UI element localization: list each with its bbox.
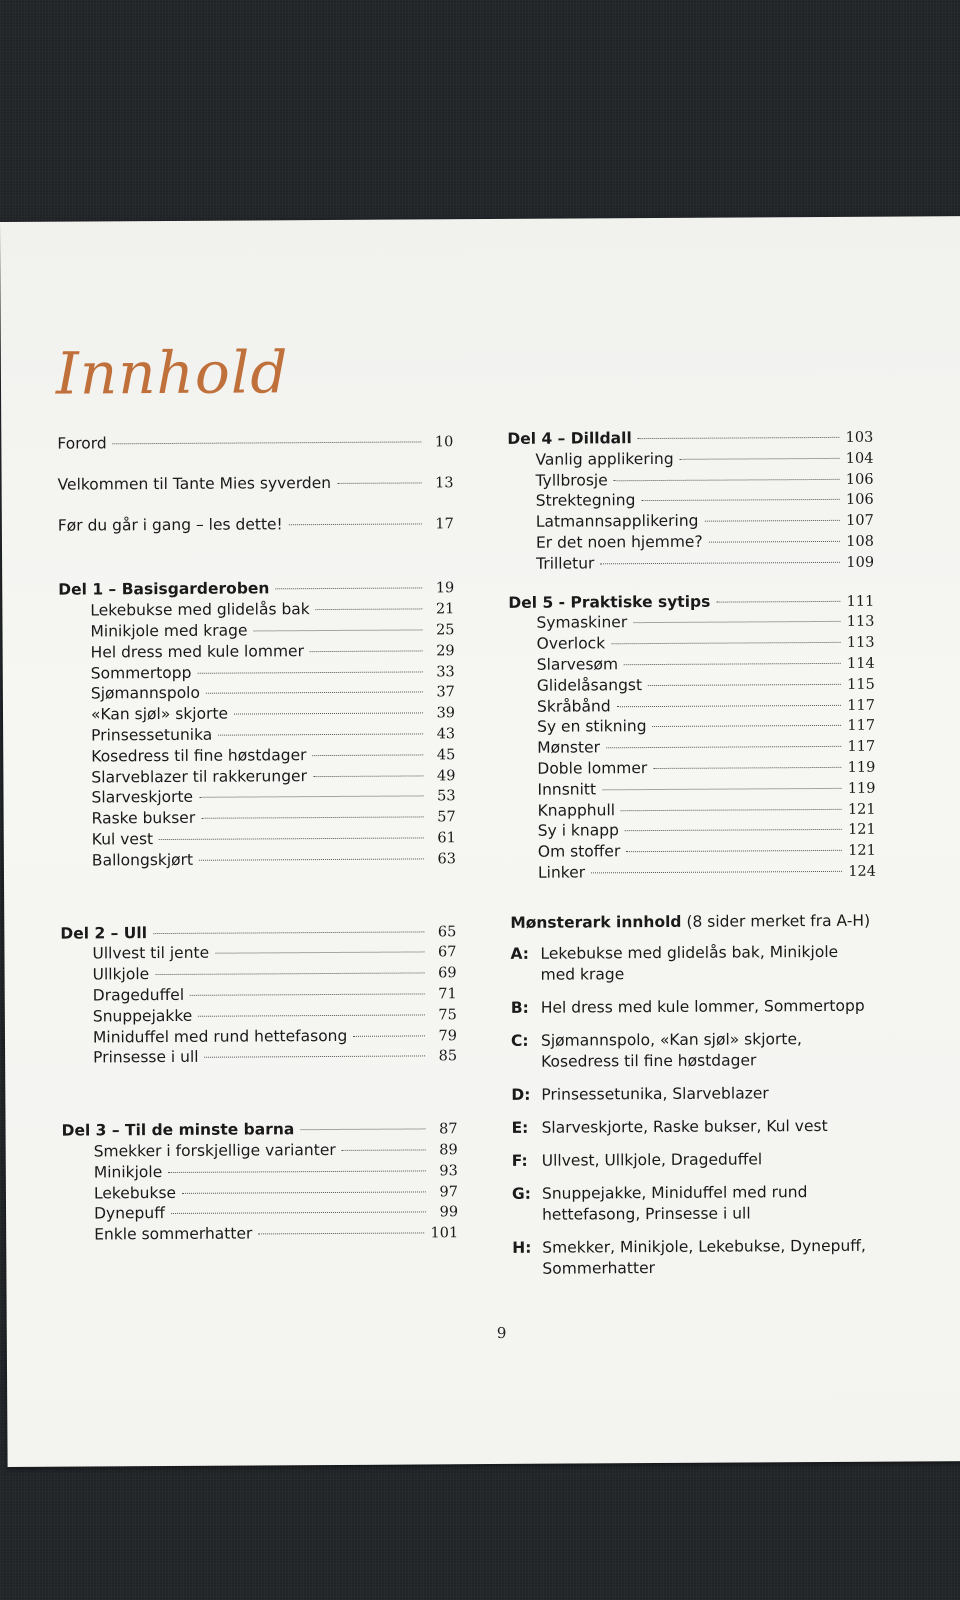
pattern-sheet-text: Ullvest, Ullkjole, Drageduffel: [541, 1150, 763, 1170]
leader-dots: [617, 703, 842, 706]
pattern-sheet-row: [511, 995, 877, 1018]
leader-dots: [626, 849, 842, 852]
toc-entry-page: 39: [436, 705, 456, 722]
toc-entry: [62, 1222, 458, 1245]
pattern-sheet-letter: F:: [511, 1151, 528, 1170]
toc-entry-page: 67: [437, 944, 457, 961]
toc-entry: [509, 694, 875, 717]
toc-entry: [60, 827, 456, 850]
toc-entry: [508, 510, 874, 533]
pattern-sheet-row: [512, 1148, 878, 1171]
toc-entry-label: Glidelåsangst: [536, 675, 643, 695]
toc-entry-label: Slarveblazer til rakkerunger: [91, 766, 307, 787]
toc-entry-page: 13: [435, 475, 454, 492]
toc-entry-label: Ullkjole: [92, 965, 150, 984]
toc-section-heading: [61, 1118, 457, 1141]
toc-entry: [62, 1202, 458, 1225]
toc-entry: [62, 1139, 458, 1162]
toc-entry-page: 115: [847, 676, 875, 693]
leader-dots: [201, 816, 423, 819]
leader-dots: [624, 662, 841, 665]
toc-entry-label: Om stoffer: [537, 842, 621, 861]
pattern-sheet-heading: [510, 911, 876, 931]
leader-dots: [611, 641, 841, 644]
toc-entry: [509, 673, 875, 696]
toc-section-heading: [507, 427, 873, 450]
toc-entry-label: Knapphull: [537, 800, 616, 820]
toc-entry-page: 75: [438, 1006, 457, 1024]
leader-dots: [680, 457, 840, 460]
leader-dots: [621, 807, 842, 810]
toc-entry-label: Sjømannspolo: [90, 684, 200, 703]
toc-entry-page: 79: [438, 1027, 458, 1044]
toc-entry-label: Lekebukse med glidelås bak: [90, 600, 310, 620]
toc-entry-page: 45: [436, 746, 456, 764]
toc-entry: [59, 702, 455, 725]
toc-entry: [59, 786, 455, 809]
section-label: Del 5 - Praktiske sytips: [508, 592, 711, 612]
leader-dots: [653, 724, 842, 727]
toc-entry-label: Sy en stikning: [537, 717, 647, 737]
leader-dots: [197, 670, 422, 673]
leader-dots: [113, 440, 422, 444]
toc-entry: [59, 682, 455, 705]
pattern-sheet-letter: A:: [510, 944, 530, 963]
leader-dots: [199, 795, 423, 798]
pattern-sheet-text: Hel dress med kule lommer, Sommertopp: [540, 996, 865, 1017]
toc-entry-page: 53: [437, 788, 456, 805]
toc-entry: [59, 765, 455, 788]
toc-entry-label: Tyllbrosje: [535, 470, 608, 490]
toc-entry-page: 43: [436, 726, 456, 743]
pattern-sheet-text: Snuppejakke, Miniduffel med rund hettefasong, Prinsesse i ull: [541, 1182, 808, 1224]
toc-entry-label: Innsnitt: [537, 780, 597, 799]
toc-entry-page: 101: [430, 1225, 459, 1242]
pattern-sheet-text: Slarveskjorte, Raske bukser, Kul vest: [541, 1116, 828, 1137]
toc-entry-label: Lekebukse: [93, 1183, 177, 1202]
leader-dots: [155, 972, 424, 976]
toc-entry-page: 89: [439, 1142, 458, 1159]
pattern-sheet-text: Lekebukse med glidelås bak, Minikjole med krage: [540, 942, 839, 984]
toc-section-heading: [508, 590, 874, 613]
toc-section-heading: [58, 578, 454, 601]
toc-entry-label: Overlock: [536, 634, 606, 653]
toc-entry: [508, 551, 874, 574]
toc-entry-label: Enkle sommerhatter: [94, 1224, 253, 1244]
toc-entry: [61, 1004, 457, 1027]
leader-dots: [625, 828, 842, 831]
toc-entry-page: 29: [436, 643, 455, 660]
toc-entry-label: Vanlig applikering: [535, 449, 674, 469]
toc-entry: [61, 1046, 457, 1069]
leader-dots: [300, 1128, 425, 1131]
leader-dots: [199, 857, 424, 860]
pattern-sheet-row: [510, 941, 876, 985]
toc-entry-page: 17: [435, 515, 454, 532]
pattern-sheet-text: Prinsessetunika, Slarveblazer: [541, 1084, 769, 1104]
toc-entry-label: Skråbånd: [536, 696, 611, 716]
pattern-sheet-row: [511, 1082, 877, 1105]
section-label: Del 2 – Ull: [60, 923, 148, 943]
toc-entry-page: 71: [438, 986, 457, 1003]
toc-entry-label: Forord: [57, 434, 107, 453]
toc-entry-page: 114: [846, 655, 875, 672]
toc-entry-label: Drageduffel: [92, 985, 185, 1005]
toc-entry-page: 57: [437, 809, 456, 826]
section-page: 65: [437, 923, 457, 940]
pattern-sheet-letter: D:: [511, 1085, 531, 1104]
pattern-sheet-letter: H:: [512, 1238, 532, 1257]
section-label: Del 4 – Dilldall: [507, 429, 632, 448]
leader-dots: [258, 1232, 424, 1235]
toc-entry-page: 117: [847, 718, 876, 735]
section-page: 87: [439, 1121, 458, 1138]
toc-entry-label: Raske bukser: [91, 808, 196, 828]
leader-dots: [171, 1211, 426, 1215]
toc-entry-page: 63: [437, 850, 456, 868]
toc-entry-label: Symaskiner: [536, 613, 628, 633]
toc-entry-page: 85: [438, 1048, 458, 1065]
leader-dots: [205, 1055, 426, 1058]
leader-dots: [648, 683, 841, 686]
leader-dots: [633, 620, 841, 623]
toc-entry-label: Er det noen hjemme?: [535, 532, 703, 552]
leader-dots: [313, 774, 423, 777]
section-page: 111: [846, 593, 875, 610]
pattern-sheet-text: Sjømannspolo, «Kan sjøl» skjorte, Kosedress til fine høstdager: [540, 1029, 802, 1071]
leader-dots: [312, 753, 423, 756]
toc-entry: [59, 640, 455, 663]
toc-entry-page: 124: [848, 863, 877, 880]
leader-dots: [716, 599, 840, 602]
toc-entry-page: 109: [846, 554, 875, 571]
toc-entry-page: 10: [434, 434, 454, 451]
toc-entry-label: Latmannsapplikering: [535, 511, 699, 531]
leader-dots: [342, 1148, 426, 1151]
toc-entry-page: 117: [847, 697, 876, 714]
leader-dots: [215, 951, 424, 954]
toc-entry-page: 25: [436, 622, 455, 639]
toc-entry-label: Slarveskjorte: [91, 788, 194, 807]
toc-entry: [58, 513, 454, 536]
toc-entry-page: 37: [436, 684, 455, 701]
page-number: 9: [496, 1323, 507, 1342]
toc-entry: [62, 1160, 458, 1183]
toc-entry: [508, 531, 874, 554]
toc-entry-page: 121: [848, 842, 876, 859]
toc-entry-page: 117: [847, 738, 876, 755]
toc-entry: [509, 736, 875, 759]
toc-entry-page: 104: [845, 450, 874, 467]
toc-entry-label: Minikjole: [93, 1162, 163, 1182]
toc-entry: [61, 1025, 457, 1048]
toc-entry: [509, 715, 875, 738]
toc-entry-page: 121: [847, 801, 876, 818]
toc-entry: [59, 661, 455, 684]
page-title: Innhold: [55, 338, 289, 408]
leader-dots: [704, 519, 840, 522]
section-label: Del 1 – Basisgarderoben: [58, 579, 270, 600]
toc-entry-label: Linker: [537, 863, 586, 882]
toc-entry: [509, 757, 875, 780]
pattern-sheet-letter: G:: [511, 1184, 531, 1203]
toc-entry: [60, 848, 456, 871]
leader-dots: [337, 481, 422, 484]
section-page: 103: [845, 429, 874, 446]
toc-entry-label: Minikjole med krage: [90, 621, 248, 641]
toc-section-heading: [60, 921, 456, 944]
leader-dots: [614, 477, 840, 480]
leader-dots: [182, 1190, 426, 1193]
toc-entry-page: 33: [436, 663, 455, 680]
leader-dots: [606, 745, 842, 748]
toc-entry: [509, 653, 875, 676]
toc-entry-label: Slarvesøm: [536, 655, 619, 674]
leader-dots: [310, 649, 423, 652]
toc-entry: [61, 983, 457, 1006]
toc-entry: [58, 472, 454, 495]
pattern-sheet-row: [511, 1028, 877, 1072]
toc-entry-label: Dynepuff: [94, 1204, 165, 1223]
toc-entry-label: Trilletur: [536, 554, 595, 573]
toc-entry: [510, 840, 876, 863]
pattern-sheet-note: (8 sider merket fra A-H): [686, 911, 871, 931]
toc-entry-label: Snuppejakke: [92, 1006, 193, 1026]
toc-entry: [508, 489, 874, 512]
toc-entry: [509, 632, 875, 655]
toc-entry-page: 119: [847, 780, 876, 797]
toc-entry-page: 113: [846, 614, 875, 631]
leader-dots: [600, 561, 840, 564]
toc-entry: [62, 1181, 458, 1204]
toc-entry-page: 108: [846, 533, 875, 550]
pattern-sheet-row: [512, 1235, 878, 1279]
leader-dots: [159, 836, 424, 840]
toc-entry: [510, 798, 876, 821]
toc-entry-label: Kosedress til fine høstdager: [91, 745, 307, 766]
toc-entry-page: 121: [847, 822, 876, 839]
toc-entry-page: 99: [439, 1204, 459, 1221]
leader-dots: [153, 930, 424, 934]
toc-entry: [59, 744, 455, 767]
toc-entry: [508, 611, 874, 634]
toc-entry-page: 97: [439, 1183, 458, 1200]
leader-dots: [253, 628, 422, 631]
toc-entry: [59, 723, 455, 746]
toc-entry-label: Miniduffel med rund hettefasong: [92, 1026, 348, 1046]
leader-dots: [198, 1013, 425, 1016]
leader-dots: [638, 436, 840, 439]
toc-entry: [58, 598, 454, 621]
toc-entry-label: Ballongskjørt: [91, 850, 194, 870]
toc-entry-label: Velkommen til Tante Mies syverden: [57, 473, 332, 494]
toc-right-column: [507, 427, 878, 1280]
leader-dots: [641, 498, 840, 501]
toc-entry-label: Doble lommer: [537, 759, 648, 778]
toc-entry-label: Kul vest: [91, 830, 154, 849]
toc-entry-label: Sy i knapp: [537, 821, 619, 841]
pattern-sheet-text: Smekker, Minikjole, Lekebukse, Dynepuff, Sommerhatter: [542, 1236, 866, 1278]
toc-entry-page: 21: [435, 601, 455, 618]
toc-entry-page: 61: [437, 830, 456, 847]
toc-entry-label: Sommertopp: [90, 663, 192, 683]
toc-entry-page: 119: [847, 759, 876, 776]
leader-dots: [168, 1169, 426, 1173]
toc-entry: [60, 942, 456, 965]
toc-entry: [510, 861, 876, 884]
toc-left-column: [57, 431, 458, 1245]
pattern-sheet-letter: C:: [510, 1031, 529, 1050]
pattern-sheet-letter: E:: [511, 1118, 529, 1137]
toc-entry: [507, 447, 873, 470]
toc-entry: [508, 468, 874, 491]
toc-entry-label: Prinsessetunika: [91, 725, 213, 745]
toc-entry-label: Strektegning: [535, 491, 636, 511]
toc-entry: [58, 619, 454, 642]
leader-dots: [709, 540, 841, 543]
section-label: Del 3 – Til de minste barna: [61, 1120, 295, 1140]
pattern-sheet-row: [512, 1181, 878, 1225]
toc-entry-label: Før du går i gang – les dette!: [57, 514, 283, 535]
section-page: 19: [435, 580, 455, 597]
toc-entry-page: 49: [436, 767, 456, 784]
toc-entry-page: 69: [438, 965, 457, 982]
leader-dots: [206, 691, 423, 694]
pattern-sheet-row: [511, 1115, 877, 1138]
toc-entry-label: Mønster: [537, 738, 601, 757]
toc-entry: [60, 806, 456, 829]
toc-entry-label: Ullvest til jente: [92, 944, 210, 963]
toc-entry-page: 107: [846, 512, 874, 530]
leader-dots: [190, 992, 425, 995]
leader-dots: [234, 712, 423, 715]
pattern-sheet-letter: B:: [510, 998, 529, 1017]
leader-dots: [275, 587, 422, 590]
toc-entry-label: Smekker i forskjellige varianter: [93, 1140, 336, 1161]
toc-entry-label: «Kan sjøl» skjorte: [90, 704, 229, 724]
toc-entry-label: Hel dress med kule lommer: [90, 641, 304, 662]
toc-entry-label: Prinsesse i ull: [93, 1048, 199, 1067]
leader-dots: [218, 732, 423, 735]
toc-entry: [61, 962, 457, 985]
book-page: [0, 216, 960, 1467]
leader-dots: [602, 787, 842, 790]
toc-entry: [57, 431, 453, 454]
leader-dots: [353, 1034, 425, 1036]
leader-dots: [591, 870, 842, 874]
leader-dots: [289, 522, 422, 525]
leader-dots: [653, 766, 841, 769]
toc-entry: [510, 819, 876, 842]
toc-entry-page: 93: [439, 1162, 458, 1180]
toc-entry-page: 113: [846, 634, 875, 652]
toc-entry-page: 106: [845, 492, 874, 509]
leader-dots: [316, 608, 423, 611]
pattern-sheet-title: Mønsterark innhold: [510, 912, 682, 932]
toc-entry-page: 106: [845, 471, 874, 488]
toc-entry: [509, 777, 875, 800]
